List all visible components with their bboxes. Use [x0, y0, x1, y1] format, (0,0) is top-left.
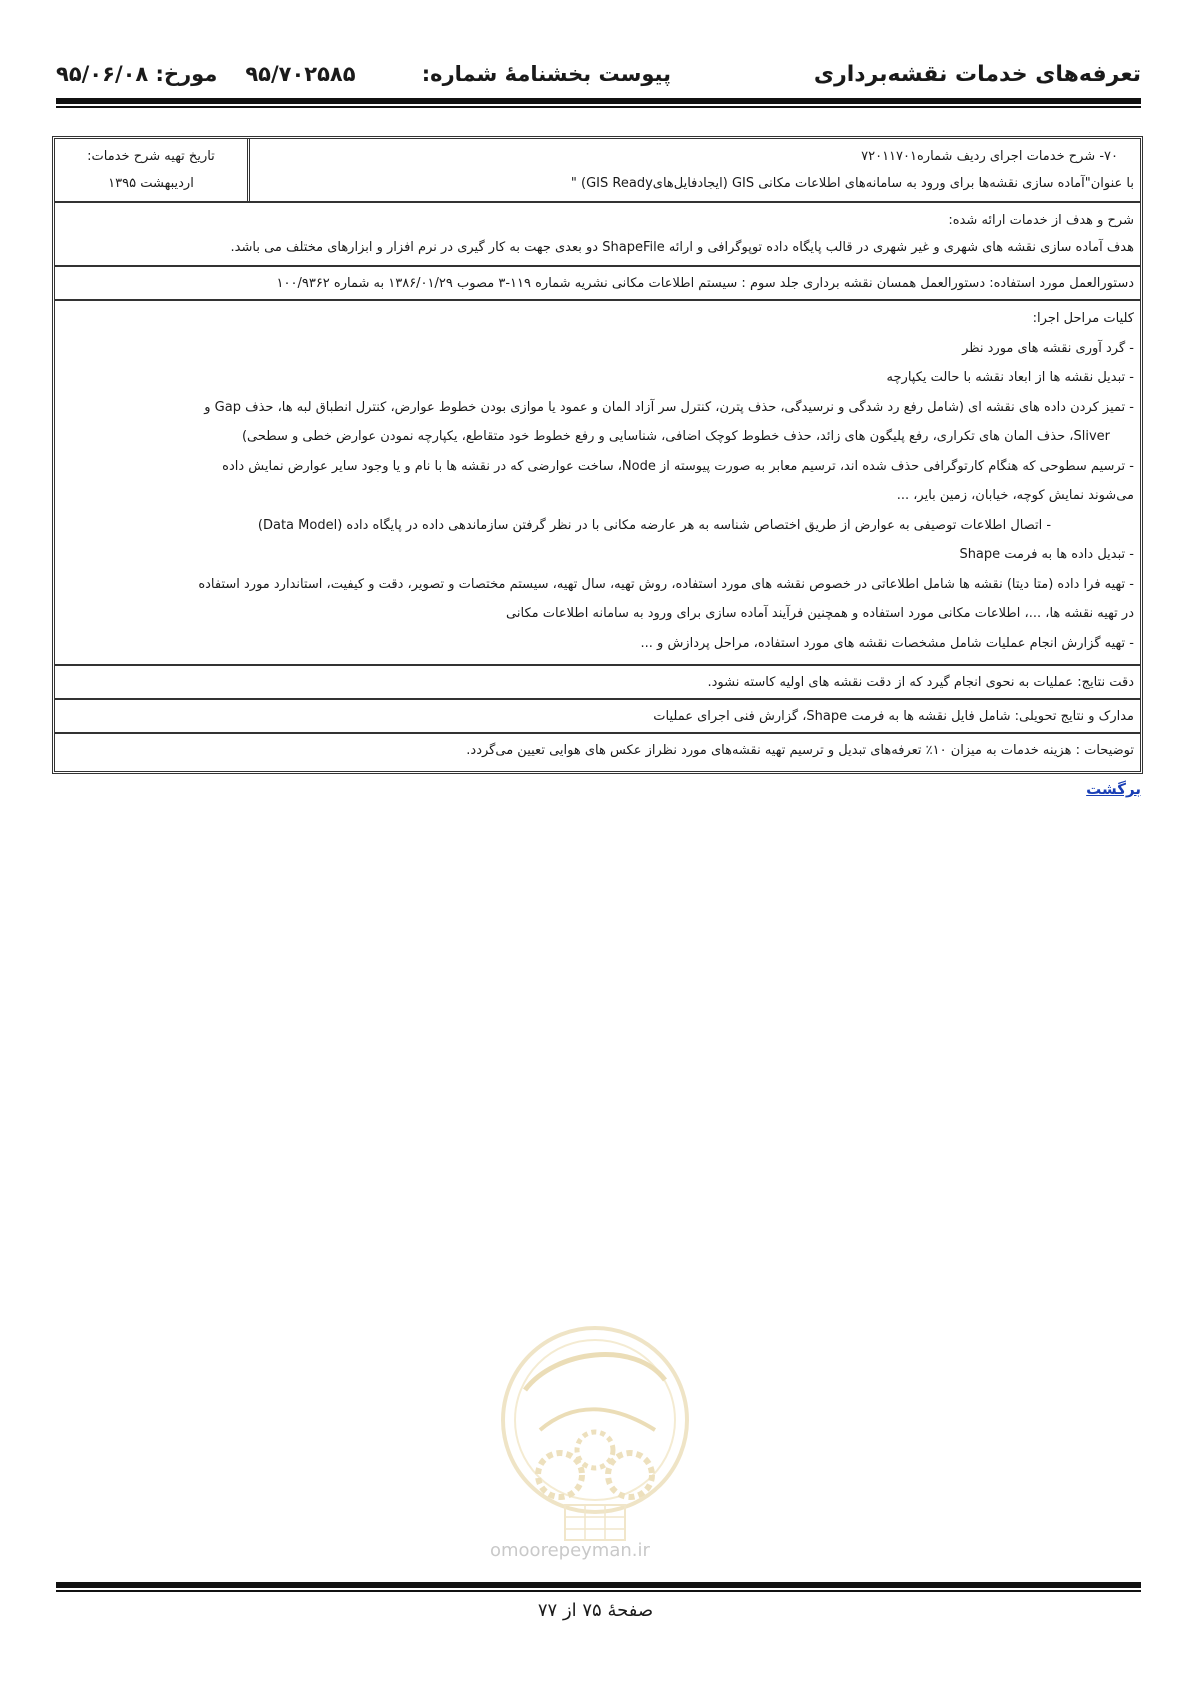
instruction-row [55, 267, 1140, 301]
header-rule [56, 98, 1141, 104]
service-table [52, 136, 1143, 774]
purpose-label: شرح و هدف از خدمات ارائه شده: [948, 213, 1134, 228]
purpose-row [55, 203, 1140, 267]
footer-rule-thin [56, 1590, 1141, 1592]
reference-info [56, 62, 356, 86]
circular-number: ۹۵/۷۰۲۵۸۵ [245, 62, 356, 86]
page-header [56, 56, 1141, 96]
step-item: - تهیه فرا داده (متا دیتا) نقشه ها شامل اطلاعاتی در خصوص نقشه های مورد استفاده، روش تهیه، سال تهیه، سیستم مختصات و تصویر، دقت و کیفیت، استاندارد مورد استفاده [198, 576, 1134, 592]
notes-row [55, 734, 1140, 770]
accuracy-text: دقت نتایج: عملیات به نحوی انجام گیرد که از دقت نقشه های اولیه کاسته نشود. [707, 675, 1134, 690]
prep-date-value: اردیبهشت ۱۳۹۵ [108, 176, 194, 191]
step-item: - تمیز کردن داده های نقشه ای (شامل رفع رد شدگی و نرسیدگی، حذف پترن، کنترل سر آزاد المان و عمود یا موازی بودن خطوط عوارض، کنترل انطباق لبه ها، حذف Gap و [204, 399, 1134, 415]
back-link[interactable]: برگشت [1086, 780, 1141, 798]
step-item-continued: Sliver، حذف المان های تکراری، رفع پلیگون های زائد، حذف خطوط کوچک اضافی، شناسایی و رفع خطوط خود متقاطع، یکپارچه نمودن عوارض خطی و سطحی) [241, 429, 1110, 444]
deliverables-text: مدارک و نتایج تحویلی: شامل فایل نقشه ها به فرمت Shape، گزارش فنی اجرای عملیات [653, 709, 1134, 724]
step-item: - تبدیل داده ها به فرمت Shape [959, 547, 1134, 562]
watermark-url: omoorepeyman.ir [490, 1540, 650, 1561]
accuracy-row [55, 666, 1140, 700]
step-item: - ترسیم سطوحی که هنگام کارتوگرافی حذف شده اند، ترسیم معابر به صورت پیوسته از Node، ساخت عوارضی که در نقشه ها با نام و یا وجود سایر عوارض نمایش داده [222, 458, 1134, 474]
page-number: صفحهٔ ۷۵ از ۷۷ [537, 1600, 654, 1621]
title-cell [247, 139, 1140, 201]
title-row [55, 139, 1140, 203]
step-item: - تهیه گزارش انجام عملیات شامل مشخصات نقشه های مورد استفاده، مراحل پردازش و ... [640, 635, 1134, 651]
step-item-continued: می‌شوند نمایش کوچه، خیابان، زمین بایر، ... [896, 488, 1134, 503]
prep-date-cell [55, 139, 247, 201]
steps-label: کلیات مراحل اجرا: [1032, 311, 1134, 326]
footer-rule [56, 1582, 1141, 1588]
step-item: - تبدیل نقشه ها از ابعاد نقشه با حالت یکپارچه [886, 370, 1134, 385]
step-item-continued: در تهیه نقشه ها، ...، اطلاعات مکانی مورد استفاده و همچنین فرآیند آماده سازی برای ورود به سامانه اطلاعات مکانی [506, 606, 1134, 621]
step-item: - اتصال اطلاعات توصیفی به عوارض از طریق اختصاص شناسه به هر عارضه مکانی با در نظر گرفتن سازماندهی داده در پایگاه داده (Data Model) [257, 517, 1052, 533]
header-rule-thin [56, 106, 1141, 108]
instruction-text: دستورالعمل مورد استفاده: دستورالعمل همسان نقشه برداری جلد سوم : سیستم اطلاعات مکانی نشریه شماره ۱۱۹-۳ مصوب ۱۳۸۶/۰۱/۲۹ به شماره ۱۰۰/۹۳۶۲ [276, 276, 1134, 291]
deliverables-row [55, 700, 1140, 734]
step-item: - گرد آوری نقشه های مورد نظر [962, 340, 1134, 356]
circular-date: مورخ: ۹۵/۰۶/۰۸ [56, 62, 218, 86]
row-title-line2: با عنوان"آماده سازی نقشه‌ها برای ورود به سامانه‌های اطلاعات مکانی GIS (ایجادفایل‌هایGIS Ready) " [570, 176, 1134, 191]
prep-date-label: تاریخ تهیه شرح خدمات: [87, 149, 215, 164]
attachment-label: پیوست بخشنامهٔ شماره: [421, 62, 671, 86]
document-title: تعرفه‌های خدمات نقشه‌برداری [813, 62, 1141, 87]
steps-row [55, 301, 1140, 666]
notes-text: توضیحات : هزینه خدمات به میزان ۱۰٪ تعرفه‌های تبدیل و ترسیم تهیه نقشه‌های مورد نظراز عکس های هوایی تعیین می‌گردد. [466, 743, 1134, 758]
purpose-text: هدف آماده سازی نقشه های شهری و غیر شهری در قالب پایگاه داده توپوگرافی و ارائه ShapeFile دو بعدی جهت به کار گیری در نرم افزار و ابزارهای مختلف می باشد. [230, 240, 1134, 255]
row-title-line1: ۷۰- شرح خدمات اجرای ردیف شماره۷۲۰۱۱۷۰۱ [861, 149, 1118, 164]
